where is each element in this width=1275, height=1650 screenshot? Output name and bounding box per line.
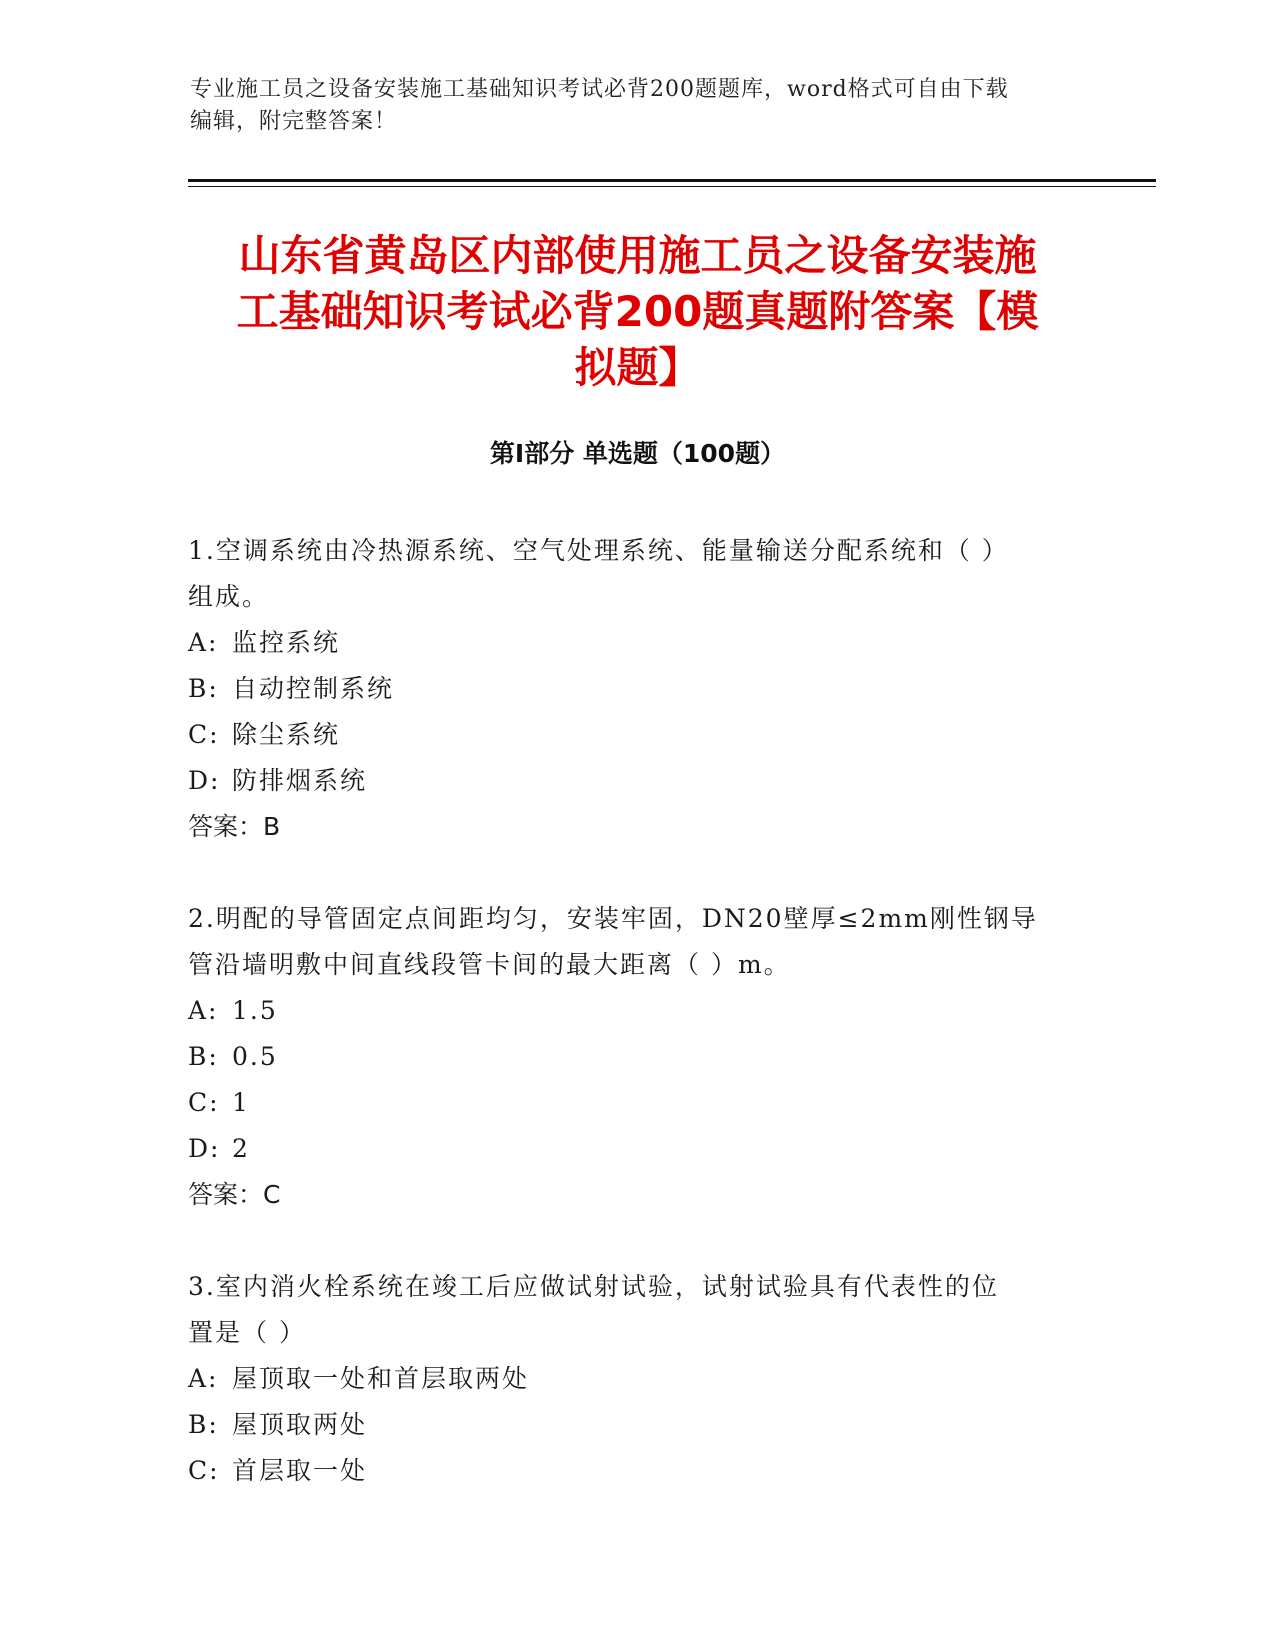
question-2-option-d xyxy=(188,1126,1068,1172)
option-text: 除尘系统 xyxy=(232,720,341,749)
question-3-stem-line-2: 置是（ ） xyxy=(188,1318,306,1347)
option-key: A: xyxy=(188,628,219,657)
section-heading: 第Ⅰ部分 单选题（100题） xyxy=(489,439,786,468)
question-2-stem-line-1: 2.明配的导管固定点间距均匀，安装牢固，DN20壁厚≤2mm刚性钢导 xyxy=(188,904,1038,933)
option-key: B: xyxy=(188,1042,219,1071)
option-text: 首层取一处 xyxy=(232,1456,368,1485)
question-1-stem-line-1: 1.空调系统由冷热源系统、空气处理系统、能量输送分配系统和（ ） xyxy=(188,536,1009,565)
document-title xyxy=(180,228,1095,396)
question-2 xyxy=(188,896,1068,1218)
option-key: C: xyxy=(188,720,220,749)
question-1-answer: 答案：B xyxy=(188,812,281,841)
header-rule-thin xyxy=(188,186,1156,187)
option-text: 自动控制系统 xyxy=(232,674,395,703)
title-line-3: 拟题】 xyxy=(574,343,701,392)
option-key: A: xyxy=(188,996,219,1025)
option-key: A: xyxy=(188,1364,219,1393)
option-text: 2 xyxy=(232,1134,250,1163)
title-line-2: 工基础知识考试必背200题真题附答案【模 xyxy=(236,287,1039,336)
question-1 xyxy=(188,528,1068,850)
option-text: 屋顶取两处 xyxy=(232,1410,368,1439)
option-text: 防排烟系统 xyxy=(232,766,368,795)
option-text: 1 xyxy=(232,1088,250,1117)
option-key: C: xyxy=(188,1088,220,1117)
question-2-option-b xyxy=(188,1034,1068,1080)
option-text: 0.5 xyxy=(232,1042,278,1071)
header-note xyxy=(190,74,1070,138)
header-rule-thick xyxy=(188,179,1156,182)
option-text: 屋顶取一处和首层取两处 xyxy=(232,1364,530,1393)
title-line-1: 山东省黄岛区内部使用施工员之设备安装施 xyxy=(238,231,1037,280)
question-1-option-a xyxy=(188,620,1068,666)
question-3-stem-line-1: 3.室内消火栓系统在竣工后应做试射试验，试射试验具有代表性的位 xyxy=(188,1272,999,1301)
question-1-option-c xyxy=(188,712,1068,758)
option-key: C: xyxy=(188,1456,220,1485)
question-3-option-c xyxy=(188,1448,1068,1494)
question-3-option-b xyxy=(188,1402,1068,1448)
option-text: 1.5 xyxy=(232,996,278,1025)
question-2-answer: 答案：C xyxy=(188,1180,281,1209)
header-note-line-2: 编辑，附完整答案！ xyxy=(190,109,398,134)
question-1-option-b xyxy=(188,666,1068,712)
question-1-stem-line-2: 组成。 xyxy=(188,582,270,611)
question-list xyxy=(188,528,1068,1540)
question-2-option-a xyxy=(188,988,1068,1034)
question-2-stem-line-2: 管沿墙明敷中间直线段管卡间的最大距离（ ）m。 xyxy=(188,950,791,979)
option-key: D: xyxy=(188,1134,221,1163)
option-key: B: xyxy=(188,674,219,703)
question-2-option-c xyxy=(188,1080,1068,1126)
header-note-line-1: 专业施工员之设备安装施工基础知识考试必背200题题库，word格式可自由下载 xyxy=(190,77,1009,102)
question-3 xyxy=(188,1264,1068,1494)
question-1-option-d xyxy=(188,758,1068,804)
option-key: B: xyxy=(188,1410,219,1439)
option-text: 监控系统 xyxy=(232,628,341,657)
question-3-option-a xyxy=(188,1356,1068,1402)
option-key: D: xyxy=(188,766,221,795)
